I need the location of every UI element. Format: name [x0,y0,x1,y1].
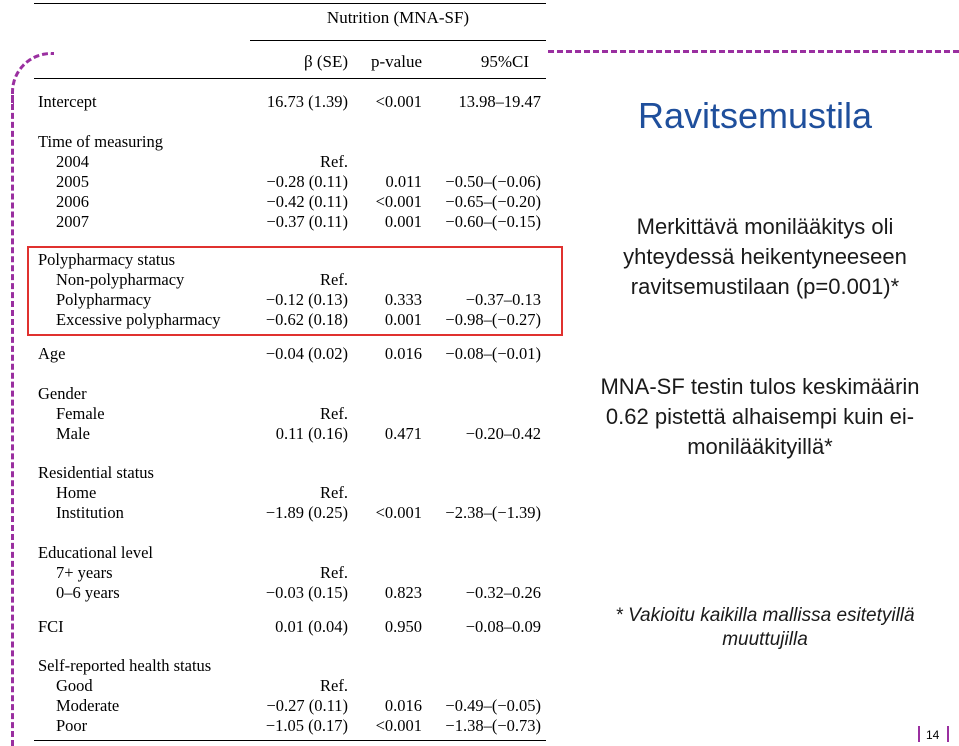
row-beta: 16.73 (1.39) [266,92,348,111]
table-bottom-rule [34,740,546,741]
column-header-p: p-value [371,52,422,71]
row-ci: −0.49–(−0.05) [445,696,541,715]
row-p-value: <0.001 [375,716,422,735]
table-group-header: Nutrition (MNA-SF) [326,8,470,27]
row-label: Gender [38,384,87,403]
row-beta: −0.03 (0.15) [265,583,348,602]
row-beta: Ref. [320,563,348,582]
polypharmacy-highlight-box [27,246,563,336]
row-label: 0–6 years [56,583,120,602]
row-p-value: 0.001 [384,310,422,329]
row-ci: 13.98–19.47 [458,92,541,111]
row-p-value: <0.001 [375,92,422,111]
row-label: Moderate [56,696,120,715]
row-beta: Ref. [320,483,348,502]
row-beta: −0.04 (0.02) [265,344,348,363]
row-ci: −0.32–0.26 [465,583,541,602]
row-label: Poor [56,716,88,735]
column-header-beta: β (SE) [303,52,348,71]
row-p-value: 0.950 [384,617,422,636]
regression-table [34,0,546,746]
row-beta: 0.11 (0.16) [275,424,348,443]
row-label: FCI [38,617,64,636]
row-ci: −0.65–(−0.20) [445,192,541,211]
row-label: 2006 [56,192,89,211]
row-label: Home [56,483,97,502]
row-p-value: 0.011 [385,172,422,191]
row-ci: −0.98–(−0.27) [445,310,541,329]
score-difference-text: MNA-SF testin tulos keskimäärin 0.62 pistettä alhaisempi kuin ei-monilääkityillä* [600,374,920,459]
row-beta: −0.62 (0.18) [265,310,348,329]
key-finding-text: Merkittävä monilääkitys oli yhteydessä heikentyneeseen ravitsemustilaan (p=0.001)* [623,214,907,299]
row-label: Intercept [38,92,97,111]
row-beta: −0.12 (0.13) [265,290,348,309]
row-beta: −0.42 (0.11) [266,192,348,211]
row-label: 2007 [56,212,89,231]
row-label: Institution [56,503,124,522]
row-label: Male [56,424,90,443]
decorative-frame-left [11,95,14,746]
row-label: Time of measuring [38,132,163,151]
row-label: Polypharmacy [56,290,152,309]
row-ci: −2.38–(−1.39) [445,503,541,522]
row-label: Non-polypharmacy [56,270,185,289]
row-beta: −1.89 (0.25) [265,503,348,522]
column-header-ci: 95%CI [480,52,529,71]
row-label: Age [38,344,66,363]
row-p-value: <0.001 [375,192,422,211]
row-p-value: 0.016 [384,344,422,363]
row-label: Excessive polypharmacy [56,310,221,329]
row-ci: −0.08–0.09 [465,617,541,636]
page-number-bar-left [918,726,920,742]
row-beta: −0.37 (0.11) [266,212,348,231]
row-ci: −0.20–0.42 [465,424,541,443]
row-p-value: 0.016 [384,696,422,715]
table-header-rule [34,78,546,79]
slide-title: Ravitsemustila [637,95,873,136]
row-ci: −1.38–(−0.73) [445,716,541,735]
row-ci: −0.37–0.13 [465,290,541,309]
row-label: 2004 [56,152,89,171]
row-p-value: 0.823 [384,583,422,602]
row-beta: −1.05 (0.17) [265,716,348,735]
group-header-underline [250,40,546,41]
row-label: Female [56,404,105,423]
page-number-bar-right [947,726,949,742]
row-label: Polypharmacy status [38,250,176,269]
row-label: Educational level [38,543,153,562]
row-label: 2005 [56,172,89,191]
row-p-value: <0.001 [375,503,422,522]
row-p-value: 0.333 [384,290,422,309]
row-beta: −0.28 (0.11) [266,172,348,191]
row-label: Good [56,676,93,695]
row-beta: −0.27 (0.11) [266,696,348,715]
decorative-frame-top [548,50,959,53]
row-beta: Ref. [320,152,348,171]
row-p-value: 0.001 [384,212,422,231]
row-beta: Ref. [320,404,348,423]
row-label: 7+ years [56,563,113,582]
table-top-rule [34,3,546,4]
adjustment-footnote: * Vakioitu kaikilla mallissa esitetyillä muuttujilla [615,605,915,650]
row-beta: 0.01 (0.04) [275,617,348,636]
row-beta: Ref. [320,676,348,695]
row-ci: −0.08–(−0.01) [445,344,541,363]
page-number: 14 [926,728,940,742]
row-label: Self-reported health status [38,656,212,675]
row-beta: Ref. [320,270,348,289]
row-label: Residential status [38,463,154,482]
row-p-value: 0.471 [384,424,422,443]
row-ci: −0.60–(−0.15) [445,212,541,231]
row-ci: −0.50–(−0.06) [445,172,541,191]
